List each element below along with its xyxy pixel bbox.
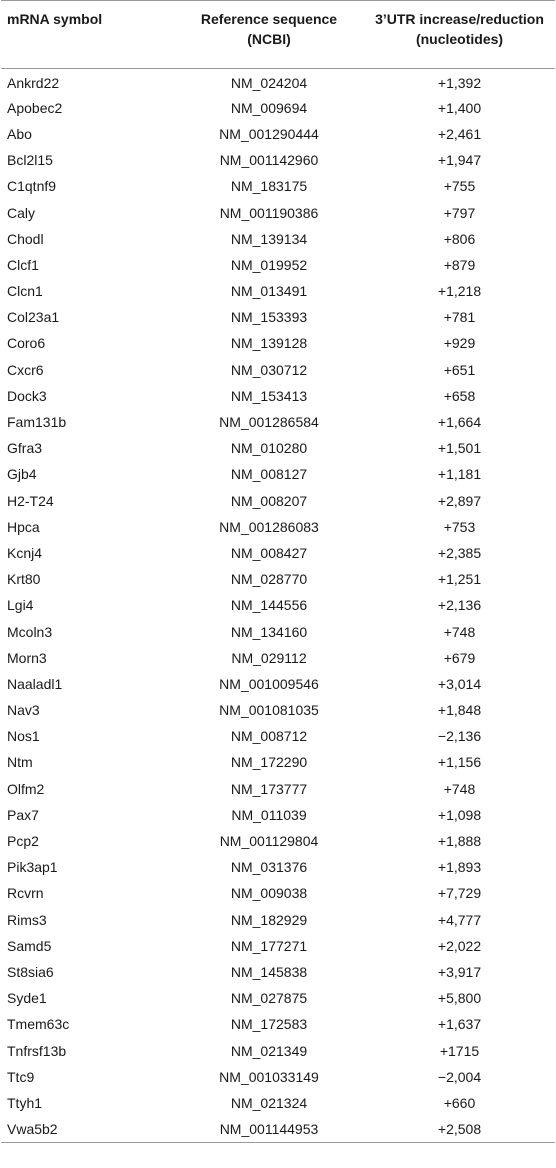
cell-reference-sequence: NM_173777	[230, 780, 308, 797]
table-row	[1, 985, 555, 1011]
cell-utr-change: +651	[443, 361, 476, 378]
table-row	[1, 854, 555, 880]
cell-reference-sequence: NM_021324	[230, 1094, 308, 1111]
table-row	[1, 488, 555, 514]
cell-utr-change: +1,664	[437, 414, 482, 431]
cell-utr-change: +1,893	[437, 859, 482, 876]
cell-utr-change: +781	[443, 309, 476, 326]
cell-reference-sequence: NM_153413	[230, 387, 308, 404]
cell-utr-change: +1,218	[437, 283, 482, 300]
cell-mrna-symbol: St8sia6	[7, 963, 54, 980]
cell-utr-change: +929	[443, 335, 476, 352]
table-row	[1, 69, 555, 95]
cell-utr-change: +660	[443, 1094, 476, 1111]
cell-utr-change: +748	[443, 623, 476, 640]
cell-mrna-symbol: H2-T24	[7, 492, 54, 509]
cell-mrna-symbol: Gjb4	[7, 466, 37, 483]
table-row	[1, 357, 555, 383]
cell-reference-sequence: NM_001144953	[174, 1116, 364, 1142]
cell-reference-sequence: NM_021349	[230, 1042, 308, 1059]
cell-mrna-symbol: Abo	[7, 125, 32, 142]
cell-utr-change: +2,022	[437, 937, 482, 954]
header-utr-change-line1: 3’UTR increase/reduction	[375, 11, 544, 27]
cell-reference-sequence: NM_139128	[230, 335, 308, 352]
cell-utr-change: +1,637	[437, 1016, 482, 1033]
cell-mrna-symbol: Pax7	[7, 806, 39, 823]
cell-reference-sequence: NM_009694	[230, 99, 308, 116]
table-row	[1, 1037, 555, 1063]
cell-reference-sequence: NM_134160	[230, 623, 308, 640]
table-row	[1, 1090, 555, 1116]
utr-table	[1, 0, 555, 1143]
table-row	[1, 278, 555, 304]
cell-reference-sequence: NM_001129804	[219, 833, 319, 850]
cell-mrna-symbol: Mcoln3	[7, 623, 53, 640]
cell-reference-sequence: NM_001142960	[219, 152, 319, 169]
cell-mrna-symbol: Nos1	[7, 728, 40, 745]
table-row	[1, 566, 555, 592]
cell-mrna-symbol: Naaladl1	[7, 675, 63, 692]
table-row	[1, 330, 555, 356]
table-row	[1, 907, 555, 933]
table-row	[1, 802, 555, 828]
cell-utr-change: +3,014	[437, 675, 482, 692]
cell-reference-sequence: NM_008427	[230, 544, 308, 561]
cell-reference-sequence: NM_139134	[230, 230, 308, 247]
header-reference-sequence-line2: (NCBI)	[247, 31, 291, 47]
table-row	[1, 776, 555, 802]
cell-mrna-symbol: Gfra3	[7, 440, 43, 457]
cell-reference-sequence: NM_028770	[230, 571, 308, 588]
cell-utr-change: +806	[443, 230, 476, 247]
cell-mrna-symbol: Krt80	[7, 571, 41, 588]
table-row	[1, 409, 555, 435]
cell-utr-change: +1,392	[437, 74, 482, 91]
table-body	[1, 69, 555, 1143]
cell-mrna-symbol: C1qtnf9	[7, 178, 57, 195]
cell-mrna-symbol: Fam131b	[7, 414, 67, 431]
cell-mrna-symbol: Nav3	[7, 702, 40, 719]
cell-reference-sequence: NM_031376	[230, 859, 308, 876]
cell-reference-sequence: NM_008207	[230, 492, 308, 509]
table-row	[1, 880, 555, 906]
cell-reference-sequence: NM_172290	[230, 754, 308, 771]
cell-reference-sequence: NM_019952	[230, 256, 308, 273]
cell-mrna-symbol: Rcvrn	[7, 885, 44, 902]
cell-reference-sequence: NM_182929	[230, 911, 308, 928]
table-row	[1, 435, 555, 461]
cell-reference-sequence: NM_153393	[230, 309, 308, 326]
table-row	[1, 959, 555, 985]
cell-utr-change: +1,156	[437, 754, 482, 771]
cell-reference-sequence: NM_027875	[230, 990, 308, 1007]
cell-mrna-symbol: Tnfrsf13b	[7, 1042, 67, 1059]
cell-mrna-symbol: Rims3	[7, 911, 47, 928]
table-row	[1, 304, 555, 330]
cell-mrna-symbol: Morn3	[7, 649, 47, 666]
cell-reference-sequence: NM_001009546	[219, 675, 319, 692]
cell-mrna-symbol: Vwa5b2	[1, 1116, 174, 1142]
table-row	[1, 592, 555, 618]
cell-mrna-symbol: Tmem63c	[7, 1016, 70, 1033]
table-row	[1, 723, 555, 749]
cell-reference-sequence: NM_029112	[231, 649, 307, 666]
cell-mrna-symbol: Kcnj4	[7, 544, 43, 561]
table-row	[1, 1064, 555, 1090]
cell-utr-change: +4,777	[437, 911, 482, 928]
cell-mrna-symbol: Lgi4	[7, 597, 34, 614]
header-reference-sequence-line1: Reference sequence	[200, 11, 338, 27]
table-row	[1, 173, 555, 199]
cell-reference-sequence: NM_011039	[231, 806, 307, 823]
cell-utr-change: +753	[443, 518, 476, 535]
cell-mrna-symbol: Samd5	[7, 937, 52, 954]
cell-utr-change: +1,098	[437, 806, 482, 823]
cell-mrna-symbol: Cxcr6	[7, 361, 44, 378]
header-utr-change-line2: (nucleotides)	[415, 31, 504, 47]
cell-reference-sequence: NM_008712	[230, 728, 308, 745]
header-mrna-symbol-text: mRNA symbol	[7, 11, 103, 27]
cell-reference-sequence: NM_030712	[230, 361, 308, 378]
cell-mrna-symbol: Apobec2	[7, 99, 63, 116]
cell-mrna-symbol: Bcl2l15	[7, 152, 53, 169]
cell-utr-change: +2,508	[364, 1116, 555, 1142]
cell-reference-sequence: NM_001190386	[219, 204, 319, 221]
cell-mrna-symbol: Caly	[7, 204, 36, 221]
cell-utr-change: +879	[443, 256, 476, 273]
table-row	[1, 618, 555, 644]
cell-mrna-symbol: Ttyh1	[7, 1094, 43, 1111]
table-row	[1, 461, 555, 487]
cell-utr-change: +1,251	[437, 571, 482, 588]
table-row	[1, 671, 555, 697]
table-row	[1, 645, 555, 671]
cell-reference-sequence: NM_008127	[230, 466, 308, 483]
cell-utr-change: +1,848	[437, 702, 482, 719]
cell-reference-sequence: NM_001033149	[219, 1068, 319, 1085]
cell-utr-change: −2,136	[437, 728, 482, 745]
cell-utr-change: +7,729	[437, 885, 482, 902]
table-row	[1, 199, 555, 225]
table-row	[1, 383, 555, 409]
cell-mrna-symbol: Olfm2	[7, 780, 45, 797]
cell-utr-change: +658	[443, 387, 476, 404]
cell-utr-change: −2,004	[437, 1068, 482, 1085]
table-row	[1, 697, 555, 723]
table-row	[1, 540, 555, 566]
table-row	[1, 1116, 555, 1142]
cell-mrna-symbol: Pcp2	[7, 833, 39, 850]
cell-reference-sequence: NM_172583	[230, 1016, 308, 1033]
cell-utr-change: +679	[443, 649, 476, 666]
header-row	[1, 1, 555, 69]
table-row	[1, 147, 555, 173]
table-row	[1, 252, 555, 278]
cell-reference-sequence: NM_177271	[230, 937, 308, 954]
cell-utr-change: +1,947	[437, 152, 482, 169]
table-row	[1, 226, 555, 252]
header-reference-sequence	[174, 1, 364, 69]
cell-reference-sequence: NM_001286584	[219, 414, 319, 431]
table-row	[1, 1011, 555, 1037]
cell-reference-sequence: NM_144556	[230, 597, 308, 614]
table-row	[1, 514, 555, 540]
header-mrna-symbol	[1, 1, 174, 69]
cell-utr-change: +3,917	[437, 963, 482, 980]
cell-reference-sequence: NM_145838	[230, 963, 308, 980]
cell-utr-change: +2,136	[437, 597, 482, 614]
cell-utr-change: +748	[443, 780, 476, 797]
cell-mrna-symbol: Ttc9	[7, 1068, 35, 1085]
cell-utr-change: +2,385	[437, 544, 482, 561]
cell-reference-sequence: NM_001081035	[219, 702, 319, 719]
cell-utr-change: +5,800	[437, 990, 482, 1007]
cell-reference-sequence: NM_001290444	[219, 125, 319, 142]
cell-mrna-symbol: Dock3	[7, 387, 47, 404]
cell-reference-sequence: NM_010280	[230, 440, 308, 457]
cell-utr-change: +1,400	[437, 99, 482, 116]
cell-mrna-symbol: Ankrd22	[7, 74, 60, 91]
cell-mrna-symbol: Hpca	[7, 518, 40, 535]
cell-utr-change: +2,461	[437, 125, 482, 142]
cell-reference-sequence: NM_009038	[230, 885, 308, 902]
cell-mrna-symbol: Ntm	[7, 754, 33, 771]
cell-reference-sequence: NM_024204	[230, 74, 308, 91]
cell-reference-sequence: NM_013491	[230, 283, 308, 300]
cell-utr-change: +1,181	[437, 466, 482, 483]
cell-mrna-symbol: Clcf1	[7, 256, 39, 273]
cell-mrna-symbol: Clcn1	[7, 283, 43, 300]
cell-reference-sequence: NM_001286083	[219, 518, 319, 535]
cell-mrna-symbol: Syde1	[7, 990, 47, 1007]
cell-utr-change: +1,888	[437, 833, 482, 850]
cell-mrna-symbol: Col23a1	[7, 309, 60, 326]
table-row	[1, 828, 555, 854]
cell-utr-change: +755	[443, 178, 476, 195]
cell-mrna-symbol: Chodl	[7, 230, 44, 247]
table-header	[1, 1, 555, 69]
cell-mrna-symbol: Coro6	[7, 335, 46, 352]
table-row	[1, 95, 555, 121]
table-row	[1, 933, 555, 959]
cell-utr-change: +797	[443, 204, 476, 221]
cell-reference-sequence: NM_183175	[230, 178, 308, 195]
cell-utr-change: +1,501	[437, 440, 482, 457]
cell-utr-change: +2,897	[437, 492, 482, 509]
table-row	[1, 121, 555, 147]
cell-utr-change: +1715	[439, 1042, 480, 1059]
header-utr-change	[364, 1, 555, 69]
table-row	[1, 749, 555, 775]
cell-mrna-symbol: Pik3ap1	[7, 859, 58, 876]
